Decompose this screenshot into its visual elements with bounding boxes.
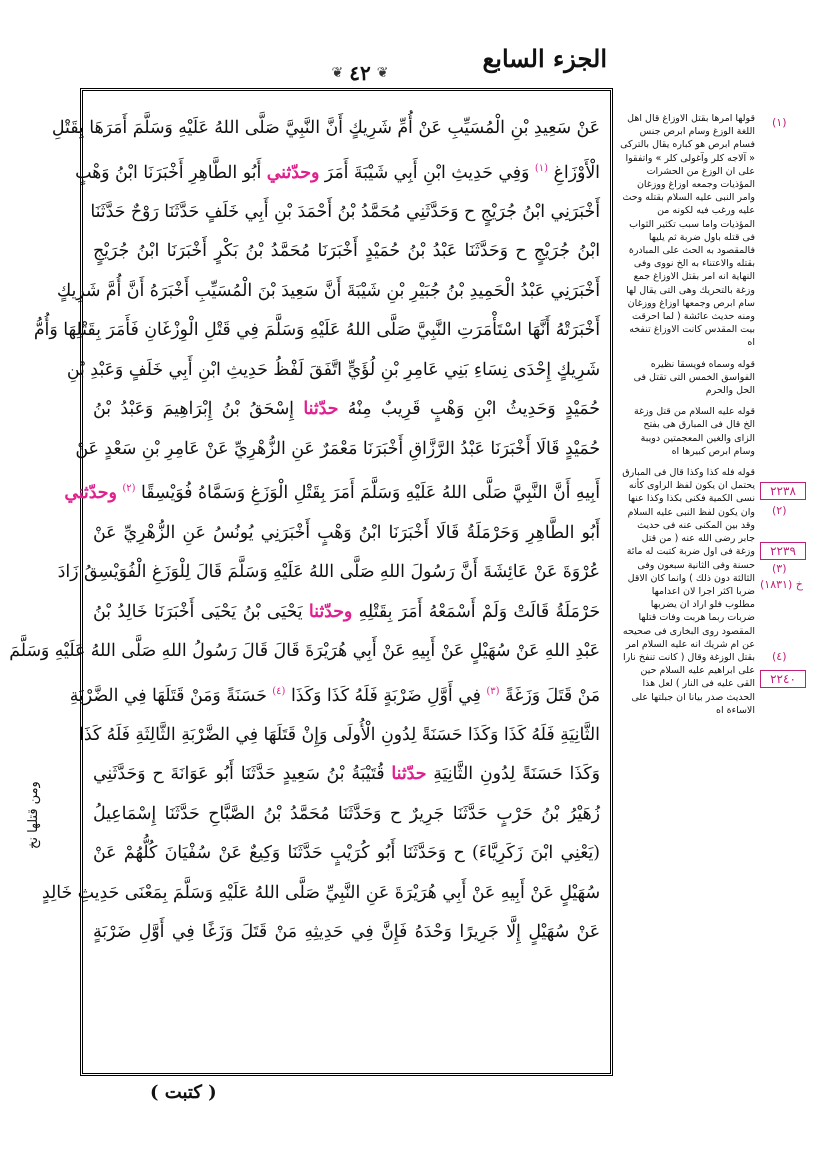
text-line [93, 390, 600, 430]
footnote-ref: (٣) [486, 685, 500, 697]
text-line [75, 149, 600, 193]
text-line [64, 469, 600, 513]
text-segment: أَخْبَرَنِي ابْنُ جُرَيْجٍ ح وَحَدَّثَنِي مُحَمَّدُ بْنُ أَحْمَدَ بْنِ أَبِي خَلَفٍ حَدَّثَنَا رَوْحٌ حَدَّثَنَا [90, 201, 600, 222]
hadith-number-box: ٢٢٣٩ [760, 542, 806, 560]
kha-reference: خ (١٨٣١) [760, 578, 803, 591]
side-margin-note: ومن قتلها نخ [26, 781, 41, 849]
text-segment: عَنْ سُهَيْلٍ إِلَّا جَرِيرًا وَحْدَهُ فَإِنَّ فِي حَدِيثِهِ مَنْ قَتَلَ وَزَغًا فِي أَوَّلِ ضَرْبَةٍ [93, 922, 600, 943]
note-mark: (٣) [772, 562, 787, 575]
footnote: قوله فله كذا وكذا قال فى المبارق يحتمل ان يكون لفظ الراوى كأنه نسى الكمية فكنى بكذا وكذا عنها وان يكون لفظ النبى عليه السلام وقد بين المكنى عنه فى حديث جابر رضى الله عنه ( من قتل وزغة فى اول ضربة كتبت له مائة حسنة وفى الثانية سبعون وفى الثالثة دون ذلك ) وانما كان الاقل ضربا اكثر اجرا لان اعدامها مطلوب فلو اراد ان يضربها ضربات ربما هربت وفات قتلها المقصود روى البخارى فى صحيحه عن ام شريك انه عليه السلام امر بقتل الوزغة وقال ( كانت تنفخ نارا على ابراهيم عليه السلام حين القى عليه فى النار ) لعل هذا الحديث صدر بيانا ان جبلتها على الاساءة اه [622, 467, 755, 716]
text-segment: يَحْيَى بْنُ يَحْيَى أَخْبَرَنَا خَالِدُ بْنُ [93, 601, 309, 622]
note-mark: (٤) [772, 650, 787, 663]
text-segment: الْأَوْزَاغِ [548, 162, 600, 183]
text-segment: حُمَيْدٍ وَحَدِيثُ ابْنِ وَهْبٍ قَرِيبٌ مِنْهُ [338, 399, 600, 420]
footnote-ref: (١) [534, 162, 549, 174]
hadith-number-box: ٢٢٣٨ [760, 482, 806, 500]
text-line [93, 232, 600, 272]
text-line [93, 795, 600, 835]
footnote: قولها امرها بقتل الاوزاغ قال اهل اللغة الوزغ وسام ابرص جنس فسام ابرص هو كباره يقال بالتركى « آلاجه كلر وآغولى كلر » واتفقوا على ان الوزغ من الحشرات المؤذيات وجمعه اوزاغ ووزغان وامر النبى عليه السلام بقتله وحث عليه ورغب فيه لكونه من المؤذيات واما سبب تكثير الثواب فى قتله باول ضربة ثم يليها فالمقصود به الحث على المبادرة بقتله والاعتناء به الخ نووى وفى النهاية انه امر بقتل الاوزاغ جمع وزغة بالتحريك وهى التى يقال لها سام ابرص وجمعها اوزاغ ووزغان ومنه حديث عائشة ( لما احرقت بيت المقدس كانت الاوزاغ تنفخه اه [620, 113, 755, 349]
text-segment: حَسَنَةً وَمَنْ قَتَلَهَا فِي الضَّرْبَةِ [69, 685, 273, 706]
text-line [66, 351, 600, 391]
text-segment: (يَعْنِي ابْنَ زَكَرِيَّاءَ) ح وَحَدَّثَنَا أَبُو كُرَيْبٍ حَدَّثَنَا وَكِيعٌ عَنْ سُفْيَانَ كُلُّهُمْ عَنْ [93, 843, 600, 864]
note-mark: (٢) [772, 504, 787, 517]
note-marks-column [760, 112, 820, 1110]
narration-marker: حدّثنا [303, 399, 339, 420]
text-line [93, 514, 600, 554]
footer-word: ( كتبت ) [150, 1082, 217, 1103]
text-segment: زُهَيْرُ بْنُ حَرْبٍ حَدَّثَنَا جَرِيرٌ ح وَحَدَّثَنَا مُحَمَّدُ بْنُ الصَّبَّاحِ حَدَّثَنَا إِسْمَاعِيلُ [93, 803, 600, 824]
text-line [51, 109, 600, 149]
text-segment: أَخْبَرَنِي عَبْدُ الْحَمِيدِ بْنُ جُبَيْرِ بْنِ شَيْبَةَ أَنَّ سَعِيدَ بْنَ الْمُسَيِّبِ أَخْبَرَهُ أَنَّ أُمَّ شَرِيكٍ [56, 280, 600, 301]
text-segment: شَرِيكٍ إِحْدَى نِسَاءِ بَنِي عَامِرِ بْنِ لُؤَيٍّ اتَّفَقَ لَفْظُ حَدِيثِ ابْنِ أَبِي خَلَفٍ وَعَبْدِ بْنِ [66, 359, 600, 380]
text-segment: أَبُو الطَّاهِرِ أَخْبَرَنَا ابْنُ وَهْبٍ [75, 162, 267, 183]
text-segment: عُرْوَةَ عَنْ عَائِشَةَ أَنَّ رَسُولَ اللهِ صَلَّى اللهُ عَلَيْهِ وَسَلَّمَ قَالَ لِلْوَزَغِ الْفُوَيْسِقُ زَادَ [57, 562, 600, 583]
text-segment: وَفِي حَدِيثِ ابْنِ أَبِي شَيْبَةَ أَمَرَ [319, 162, 535, 183]
text-line [69, 672, 600, 716]
note-mark: (١) [772, 116, 787, 129]
text-segment: إِسْحَقُ بْنُ إِبْرَاهِيمَ وَعَبْدُ بْنُ [93, 399, 304, 420]
page-number: ٤٢ [349, 61, 371, 85]
text-segment: سُهَيْلٍ عَنْ أَبِيهِ عَنْ أَبِي هُرَيْرَةَ عَنِ النَّبِيِّ صَلَّى اللهُ عَلَيْهِ وَسَلَّمَ بِمَعْنَى حَدِيثِ خَالِدٍ [41, 882, 600, 903]
text-line [93, 834, 600, 874]
hadith-number-box: ٢٢٤٠ [760, 670, 806, 688]
text-line [9, 632, 600, 672]
text-segment: مَنْ قَتَلَ وَزَغَةً [499, 685, 600, 706]
text-line [57, 553, 600, 593]
narration-marker: وحدّثنا [308, 601, 353, 622]
text-segment: أَبِيهِ أَنَّ النَّبِيَّ صَلَّى اللهُ عَلَيْهِ وَسَلَّمَ أَمَرَ بِقَتْلِ الْوَزَغِ وَسَمَّاهُ فُوَيْسِقًا [135, 483, 600, 504]
text-line [56, 272, 600, 312]
text-segment: الثَّانِيَةِ فَلَهُ كَذَا وَكَذَا حَسَنَةً لِدُونِ الْأُولَى وَإِنْ قَتَلَهَا فِي الضَّرْبَةِ الثَّالِثَةِ فَلَهُ كَذَا [79, 724, 600, 745]
narration-marker: حدّثنا [391, 764, 427, 785]
footnotes-column [620, 112, 755, 1110]
part-title: الجزء السابع [482, 44, 607, 73]
ornament-icon: ❦ [376, 65, 389, 81]
narration-marker: وحدّثني [64, 483, 117, 504]
narration-marker: وحدّثني [266, 162, 320, 183]
text-segment: حُمَيْدٍ قَالَا أَخْبَرَنَا عَبْدُ الرَّزَّاقِ أَخْبَرَنَا مَعْمَرٌ عَنِ الزُّهْرِيِّ عَنْ عَامِرِ بْنِ سَعْدٍ عَنْ [75, 438, 600, 459]
text-line [93, 913, 600, 953]
text-segment: فِي أَوَّلِ ضَرْبَةٍ فَلَهُ كَذَا وَكَذَا [285, 685, 487, 706]
text-line [93, 593, 600, 633]
footnote-ref: (٤) [272, 685, 286, 697]
text-line [41, 874, 600, 914]
footnote: قوله عليه السلام من قتل وزغة الخ قال فى المبارق هى بفتح الزاى والغين المعجمتين دويبة وسام ابرص كبيرها اه [633, 406, 755, 457]
page-number-area [300, 58, 420, 88]
text-line [90, 193, 600, 233]
text-segment: حَرْمَلَةُ قَالَتْ وَلَمْ أَسْمَعْهُ أَمَرَ بِقَتْلِهِ [352, 601, 600, 622]
ornament-icon: ❦ [331, 65, 344, 81]
text-segment: قُتَيْبَةُ بْنُ سَعِيدٍ حَدَّثَنَا أَبُو عَوَانَةَ ح وَحَدَّثَنِي [93, 764, 392, 785]
text-segment: أَبُو الطَّاهِرِ وَحَرْمَلَةُ قَالَا أَخْبَرَنَا ابْنُ وَهْبٍ أَخْبَرَنِي يُونُسُ عَنِ الزُّهْرِيِّ عَنْ [93, 522, 600, 543]
text-segment: عَبْدِ اللهِ عَنْ سُهَيْلٍ عَنْ أَبِيهِ عَنْ أَبِي هُرَيْرَةَ قَالَ قَالَ رَسُولُ اللهِ صَلَّى اللهُ عَلَيْهِ وَسَلَّمَ [9, 641, 600, 662]
text-segment: أَخْبَرَتْهُ أَنَّهَا اسْتَأْمَرَتِ النَّبِيَّ صَلَّى اللهُ عَلَيْهِ وَسَلَّمَ فِي قَتْلِ الْوِزْغَانِ فَأَمَرَ بِقَتْلِهَا وَأُمُّ [33, 320, 600, 341]
text-line [93, 755, 600, 795]
text-segment: ابْنُ جُرَيْجٍ ح وَحَدَّثَنَا عَبْدُ بْنُ حُمَيْدٍ أَخْبَرَنَا مُحَمَّدُ بْنُ بَكْرٍ أَخْبَرَنَا ابْنُ جُرَيْجٍ [93, 241, 600, 262]
footnote-ref: (٢) [122, 483, 136, 495]
text-line [75, 430, 600, 470]
text-line [33, 311, 600, 351]
text-segment: وَكَذَا حَسَنَةً لِدُونِ الثَّانِيَةِ [426, 764, 600, 785]
text-segment: عَنْ سَعِيدِ بْنِ الْمُسَيِّبِ عَنْ أُمِّ شَرِيكٍ أَنَّ النَّبِيَّ صَلَّى اللهُ عَلَيْهِ وَسَلَّمَ أَمَرَهَا بِقَتْلِ [51, 118, 600, 138]
footnote: قوله وسماه فويسقا نظيره الفواسق الخمس التى تقتل فى الحل والحرم [633, 358, 755, 397]
text-line [79, 716, 600, 756]
